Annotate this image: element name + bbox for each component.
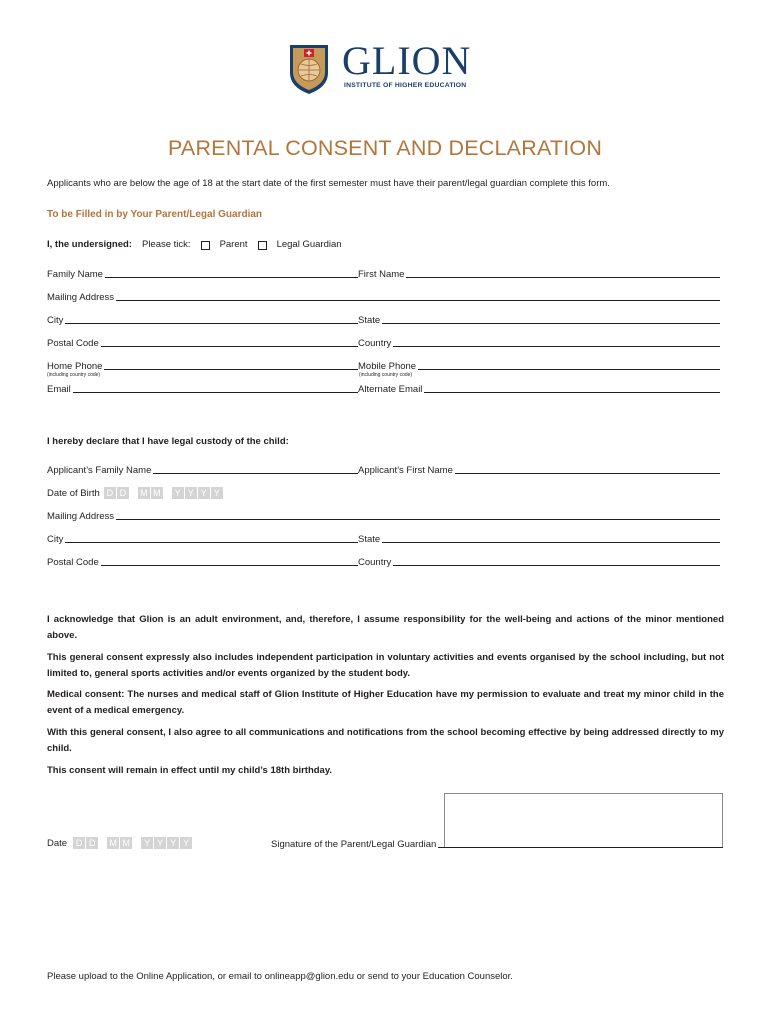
applicant-first-name-label: Applicant’s First Name xyxy=(358,465,453,476)
undersigned-row xyxy=(47,236,342,250)
dob-year-box[interactable]: Y xyxy=(172,487,184,499)
date-day-box[interactable]: D xyxy=(73,837,85,849)
parent-option-label: Parent xyxy=(219,239,248,250)
intro-text: Applicants who are below the age of 18 at the start date of the first semester must have their parent/legal guardian complete this form. xyxy=(47,178,610,189)
signature-label: Signature of the Parent/Legal Guardian xyxy=(271,839,437,850)
applicant-first-name-field[interactable] xyxy=(358,465,720,476)
consent-paragraph-2: This general consent expressly also includes independent participation in voluntary activities and events organised by the school including, but not limited to, general sports activities and/or events organized by the student body. xyxy=(47,652,724,679)
custody-declaration: I hereby declare that I have legal custody of the child: xyxy=(47,436,289,447)
guardian-mailing-address-field[interactable] xyxy=(47,292,720,303)
dob-year-box[interactable]: Y xyxy=(211,487,223,499)
applicant-state-field[interactable] xyxy=(358,534,720,545)
guardian-email-label: Email xyxy=(47,384,71,395)
applicant-city-label: City xyxy=(47,534,64,545)
mobile-phone-note: (including country code) xyxy=(359,372,413,378)
dob-month-box[interactable]: M xyxy=(151,487,163,499)
date-day-box[interactable]: D xyxy=(86,837,98,849)
dob-label: Date of Birth xyxy=(47,487,100,499)
date-month-box[interactable]: M xyxy=(120,837,132,849)
consent-paragraph-4: With this general consent, I also agree to all communications and notifications from the school becoming effective by being addressed directly to my child. xyxy=(47,727,724,754)
logo-subtitle: INSTITUTE OF HIGHER EDUCATION xyxy=(344,82,467,89)
guardian-mobile-phone-field[interactable] xyxy=(358,361,720,372)
dob-year-box[interactable]: Y xyxy=(185,487,197,499)
applicant-country-field[interactable] xyxy=(358,557,720,568)
date-of-birth-field[interactable] xyxy=(47,486,224,500)
dob-month-box[interactable]: M xyxy=(138,487,150,499)
page-title: PARENTAL CONSENT AND DECLARATION xyxy=(167,136,603,160)
guardian-alternate-email-field[interactable] xyxy=(358,384,720,395)
guardian-home-phone-label: Home Phone xyxy=(47,361,103,372)
logo-wordmark: GLION xyxy=(342,38,472,83)
date-year-box[interactable]: Y xyxy=(167,837,179,849)
applicant-country-label: Country xyxy=(358,557,392,568)
guardian-mobile-phone-label: Mobile Phone xyxy=(358,361,417,372)
footer-instructions: Please upload to the Online Application, or email to onlineapp@glion.edu or send to your Education Counselor. xyxy=(47,971,513,982)
guardian-alternate-email-label: Alternate Email xyxy=(358,384,423,395)
guardian-first-name-label: First Name xyxy=(358,269,405,280)
applicant-postal-code-field[interactable] xyxy=(47,557,358,568)
guardian-mailing-address-label: Mailing Address xyxy=(47,292,115,303)
guardian-state-field[interactable] xyxy=(358,315,720,326)
guardian-first-name-field[interactable] xyxy=(358,269,720,280)
guardian-home-phone-field[interactable] xyxy=(47,361,358,372)
applicant-state-label: State xyxy=(358,534,381,545)
tick-prompt: Please tick: xyxy=(141,239,191,250)
date-year-box[interactable]: Y xyxy=(141,837,153,849)
section-heading: To be Filled in by Your Parent/Legal Guardian xyxy=(47,209,263,220)
signature-field[interactable] xyxy=(271,839,723,850)
guardian-country-field[interactable] xyxy=(358,338,720,349)
dob-year-box[interactable]: Y xyxy=(198,487,210,499)
undersigned-label: I, the undersigned: xyxy=(47,239,132,250)
guardian-postal-code-label: Postal Code xyxy=(47,338,99,349)
consent-paragraph-1: I acknowledge that Glion is an adult environment, and, therefore, I assume responsibility for the well-being and actions of the minor mentioned above. xyxy=(47,614,724,641)
guardian-family-name-label: Family Name xyxy=(47,269,103,280)
date-label: Date xyxy=(47,837,68,849)
applicant-city-field[interactable] xyxy=(47,534,358,545)
guardian-option-label: Legal Guardian xyxy=(276,239,342,250)
guardian-email-field[interactable] xyxy=(47,384,358,395)
guardian-checkbox[interactable] xyxy=(258,241,267,250)
guardian-family-name-field[interactable] xyxy=(47,269,358,280)
consent-paragraph-3: Medical consent: The nurses and medical staff of Glion Institute of Higher Education have my permission to evaluate and treat my minor child in the event of a medical emergency. xyxy=(47,689,724,716)
dob-day-box[interactable]: D xyxy=(117,487,129,499)
signature-date-field[interactable] xyxy=(47,836,193,850)
dob-day-box[interactable]: D xyxy=(104,487,116,499)
applicant-family-name-label: Applicant’s Family Name xyxy=(47,465,152,476)
guardian-city-field[interactable] xyxy=(47,315,358,326)
applicant-family-name-field[interactable] xyxy=(47,465,358,476)
guardian-city-label: City xyxy=(47,315,64,326)
applicant-postal-code-label: Postal Code xyxy=(47,557,99,568)
applicant-mailing-address-label: Mailing Address xyxy=(47,511,115,522)
date-month-box[interactable]: M xyxy=(107,837,119,849)
consent-paragraph-5: This consent will remain in effect until my child’s 18th birthday. xyxy=(47,765,333,776)
guardian-country-label: Country xyxy=(358,338,392,349)
date-year-box[interactable]: Y xyxy=(180,837,192,849)
parent-checkbox[interactable] xyxy=(201,241,210,250)
home-phone-note: (including country code) xyxy=(47,372,101,378)
guardian-state-label: State xyxy=(358,315,381,326)
shield-globe-icon xyxy=(288,43,330,95)
guardian-postal-code-field[interactable] xyxy=(47,338,358,349)
date-year-box[interactable]: Y xyxy=(154,837,166,849)
applicant-mailing-address-field[interactable] xyxy=(47,511,720,522)
